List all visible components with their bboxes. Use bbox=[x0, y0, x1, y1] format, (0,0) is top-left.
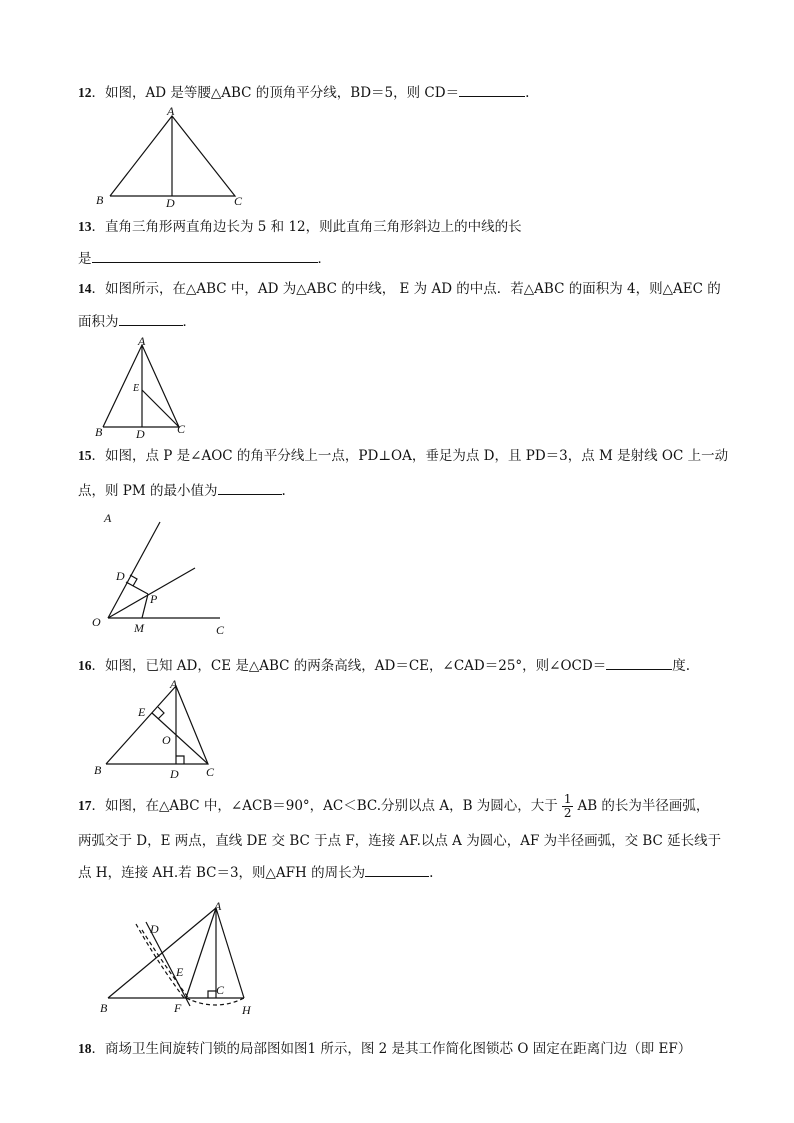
label-a: A bbox=[104, 511, 112, 525]
question-end: . bbox=[525, 85, 530, 101]
label-a: A bbox=[138, 334, 146, 348]
answer-blank[interactable] bbox=[92, 248, 318, 263]
question-number: 17 bbox=[78, 798, 92, 813]
right-angle-mark bbox=[208, 991, 216, 998]
label-a: A bbox=[167, 104, 175, 118]
question-end: . bbox=[429, 865, 434, 881]
question-number: 18 bbox=[78, 1041, 92, 1056]
label-e: E bbox=[138, 705, 146, 719]
question-15 bbox=[78, 447, 758, 465]
question-end: . bbox=[281, 483, 286, 499]
label-c: C bbox=[234, 194, 243, 208]
right-angle-mark-d bbox=[176, 756, 184, 764]
segment-ec bbox=[142, 390, 179, 427]
answer-blank[interactable] bbox=[218, 480, 282, 495]
question-text: 点，则 PM 的最小值为 bbox=[78, 483, 218, 499]
triangle-abc bbox=[106, 686, 208, 764]
figure-q16 bbox=[92, 678, 222, 782]
question-text: ．如图所示，在△ABC 中，AD 为△ABC 的中线， E 为 AD 的中点．若△ABC 的面积为 4，则△AEC 的 bbox=[91, 281, 721, 297]
question-number: 16 bbox=[78, 658, 92, 673]
figure-q14 bbox=[93, 334, 193, 441]
label-d: D bbox=[170, 767, 179, 781]
label-d: D bbox=[150, 922, 159, 936]
label-a: A bbox=[170, 677, 178, 691]
label-b: B bbox=[95, 425, 103, 439]
label-d: D bbox=[116, 569, 125, 583]
question-number: 15 bbox=[78, 448, 92, 463]
label-p: P bbox=[150, 592, 158, 606]
label-e: E bbox=[133, 383, 140, 394]
question-text: 两弧交于 D，E 两点，直线 DE 交 BC 于点 F，连接 AF.以点 A 为圆心，AF 为半径画弧，交 BC 延长线于 bbox=[78, 833, 722, 849]
label-c: C bbox=[177, 422, 186, 436]
label-c: C bbox=[216, 983, 225, 997]
fraction-numerator: 1 bbox=[563, 792, 572, 806]
question-14-line2 bbox=[78, 311, 758, 331]
question-end: 度. bbox=[672, 658, 690, 674]
question-number: 12 bbox=[78, 85, 92, 100]
label-c: C bbox=[206, 765, 215, 779]
segment-af bbox=[186, 908, 216, 998]
question-17-line3 bbox=[78, 862, 758, 882]
question-14 bbox=[78, 280, 758, 298]
question-text: ．商场卫生间旋转门锁的局部图如图1 所示，图 2 是其工作简化图锁芯 O 固定在距离门边（即 EF） bbox=[91, 1041, 692, 1057]
question-13 bbox=[78, 218, 758, 236]
triangle-abc bbox=[103, 345, 179, 427]
label-a: A bbox=[214, 899, 222, 913]
fraction-denominator: 2 bbox=[563, 806, 572, 820]
question-end: ． bbox=[182, 314, 196, 330]
question-number: 14 bbox=[78, 281, 92, 296]
label-b: B bbox=[96, 193, 104, 207]
label-c: C bbox=[216, 623, 225, 637]
question-13-line2 bbox=[78, 248, 758, 268]
question-text: ．如图，点 P 是∠AOC 的角平分线上一点，PD⊥OA，垂足为点 D，且 PD＝3，点 M 是射线 OC 上一动 bbox=[91, 448, 729, 464]
question-end: ． bbox=[317, 251, 331, 267]
question-17 bbox=[78, 793, 758, 820]
label-h: H bbox=[242, 1003, 251, 1017]
label-f: F bbox=[174, 1001, 182, 1015]
label-o: O bbox=[92, 615, 101, 629]
question-text: 点 H，连接 AH.若 BC＝3，则△AFH 的周长为 bbox=[78, 865, 366, 881]
question-text: ．直角三角形两直角边长为 5 和 12，则此直角三角形斜边上的中线的长 bbox=[91, 219, 522, 235]
figure-q15 bbox=[90, 508, 240, 636]
label-m: M bbox=[134, 621, 144, 635]
arc-dashed-2 bbox=[136, 924, 184, 998]
question-text: ．如图，已知 AD，CE 是△ABC 的两条高线，AD＝CE，∠CAD＝25°，则∠OCD＝ bbox=[91, 658, 607, 674]
question-12 bbox=[78, 82, 758, 102]
question-15-line2 bbox=[78, 480, 758, 500]
answer-blank[interactable] bbox=[606, 655, 672, 670]
question-text: 是 bbox=[78, 251, 92, 267]
answer-blank[interactable] bbox=[365, 862, 429, 877]
answer-blank[interactable] bbox=[119, 311, 183, 326]
segment-pd bbox=[126, 582, 148, 594]
question-text: ．如图，AD 是等腰△ABC 的顶角平分线，BD＝5，则 CD＝ bbox=[91, 85, 460, 101]
label-o: O bbox=[162, 733, 171, 747]
label-b: B bbox=[94, 763, 102, 777]
answer-blank[interactable] bbox=[459, 82, 525, 97]
figure-q17 bbox=[98, 900, 268, 1018]
arc-fh-dashed bbox=[186, 998, 244, 1005]
question-18 bbox=[78, 1040, 758, 1058]
question-text: 面积为 bbox=[78, 314, 119, 330]
question-text: ．如图，在△ABC 中，∠ACB＝90°，AC＜BC.分别以点 A，B 为圆心，大于 bbox=[91, 798, 558, 814]
fraction-one-half bbox=[562, 793, 574, 820]
label-b: B bbox=[100, 1001, 108, 1015]
label-e: E bbox=[176, 965, 184, 979]
label-d: D bbox=[166, 196, 175, 210]
question-number: 13 bbox=[78, 219, 92, 234]
right-angle-mark-e bbox=[158, 707, 164, 719]
question-text: AB 的长为半径画弧， bbox=[577, 798, 710, 814]
label-d: D bbox=[136, 427, 145, 441]
figure-q12 bbox=[96, 104, 260, 210]
question-17-line2 bbox=[78, 832, 758, 850]
question-16 bbox=[78, 655, 758, 675]
